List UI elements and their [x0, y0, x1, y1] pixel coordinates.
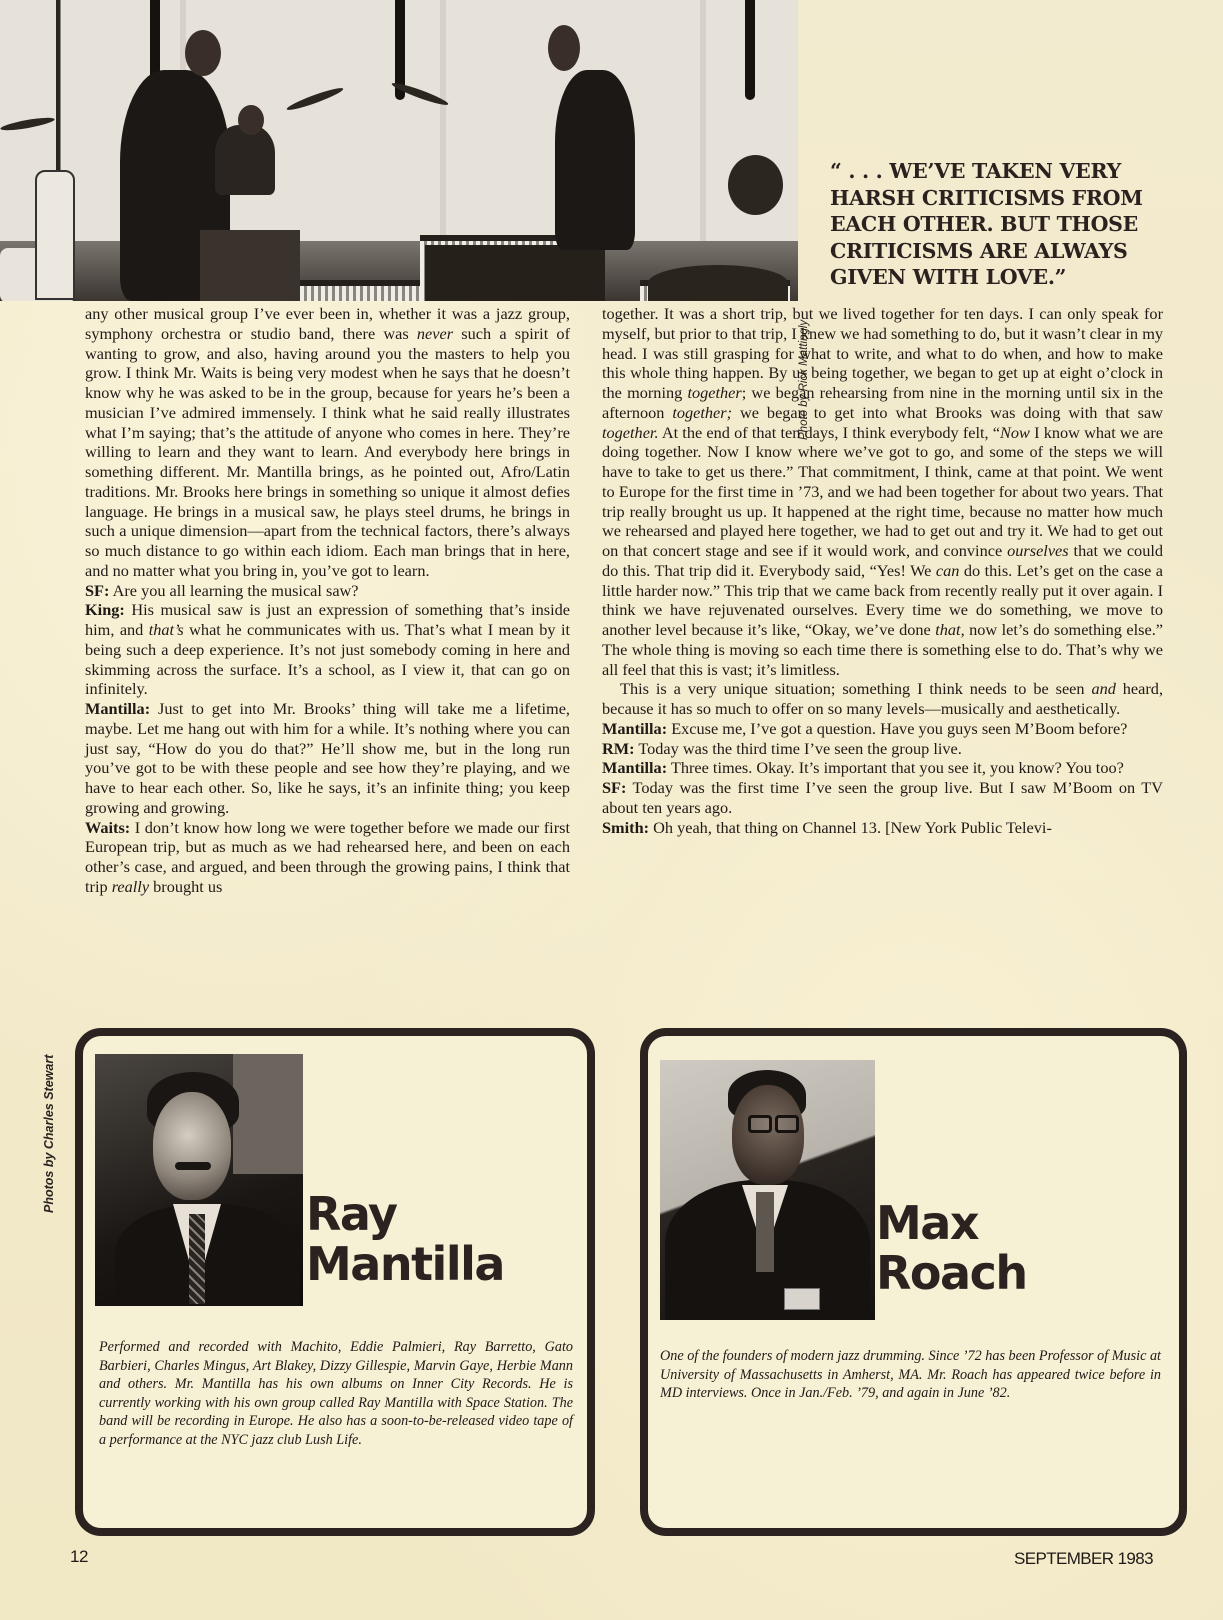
emphasis-text: together — [687, 383, 742, 402]
body-paragraph — [602, 679, 1163, 719]
page-number: 12 — [70, 1547, 88, 1566]
portrait-glasses — [775, 1115, 799, 1133]
text-run: ; we began rehearsing from nine in the morning until six in the afternoon — [602, 383, 1164, 422]
issue-date: SEPTEMBER 1983 — [1014, 1549, 1153, 1568]
gong — [728, 155, 783, 215]
article-column-left — [85, 304, 570, 897]
portrait-face — [732, 1085, 804, 1185]
emphasis-text: ourselves — [1007, 541, 1069, 560]
dialogue-paragraph — [85, 818, 570, 897]
text-run: such a spirit of wanting to grow, and also, having around you the masters to help you grow. I think Mr. Waits is being very modest when he says that he doesn’t know why he was asked to be in the group, because for years he’s been a musician I’ve admired immensely. I think what he said really illustrates what I’m saying; that’s the attitude of anyone who comes in here. They’re willing to learn and they want to learn. And everybody here brings in something different. Mr. Mantilla brings, as he pointed out, Afro/Latin traditions. Mr. Brooks here brings in something so unique it almost defies language. He brings in a musical saw, he plays steel drums, he brings in such a unique dimension—apart from the technical factors, there’s always so much distance to go within each idiom. Each man brings that in here, and no matter what you bring in, you’ve got to learn. — [85, 323, 570, 580]
speaker-label: Waits: — [85, 817, 131, 837]
marimba-frame — [425, 245, 605, 301]
speaker-label: Mantilla: — [602, 718, 668, 738]
dialogue-paragraph — [602, 739, 1163, 759]
bio-name — [876, 1198, 1027, 1298]
text-run: we began to get into what Brooks was doing with that saw — [732, 402, 1164, 422]
dialogue-paragraph — [85, 581, 570, 601]
conga-drum — [35, 170, 75, 300]
text-run: do this. Let’s get on the case a little harder now.” This trip that we came back from recently really put it over again. I think we have rejuvenated ourselves. Every time we do something, we move to another level because it’s like, “Okay, we’ve done — [602, 560, 1164, 639]
performer-head — [238, 105, 264, 135]
bio-text: One of the founders of modern jazz drumming. Since ’72 has been Professor of Music at University of Massachusetts in Amherst, MA. Mr. Roach has appeared twice before in MD interviews. Once in Jan./Feb. ’79, and again in June ’82. — [660, 1348, 1161, 1402]
body-paragraph — [602, 304, 1163, 679]
text-run: brought us — [149, 876, 223, 896]
bio-box-ray-mantilla — [75, 1028, 595, 1536]
portrait-ray-mantilla — [95, 1054, 303, 1306]
vibraphone — [300, 280, 420, 301]
text-run: Excuse me, I’ve got a question. Have you guys seen M’Boom before? — [667, 718, 1128, 738]
emphasis-text: can — [935, 560, 960, 580]
text-run: I don’t know how long we were together before we made our first European trip, but as much as we had rehearsed here, and been on each other’s case, and argued, and been through the growing pains, I think that trip — [85, 817, 570, 896]
emphasis-text: that, — [935, 620, 965, 639]
text-run: Today was the third time I’ve seen the group live. — [634, 738, 962, 758]
dialogue-paragraph — [602, 758, 1163, 778]
bio-name-last: Mantilla — [306, 1237, 504, 1291]
photo-credit: Photo by Rick Mattingly — [798, 319, 810, 440]
speaker-label: King: — [85, 600, 125, 620]
text-run: Three times. Okay. It’s important that you see it, you know? You too? — [667, 758, 1124, 778]
dialogue-paragraph — [602, 818, 1163, 838]
portrait-face — [153, 1092, 231, 1200]
backdrop-pole — [745, 0, 755, 100]
emphasis-text: Now — [1000, 422, 1030, 442]
portrait-glasses — [748, 1115, 772, 1133]
dialogue-paragraph — [85, 699, 570, 818]
text-run: heard, because it has so much to offer on so many levels—musically and aesthetically. — [602, 679, 1164, 718]
bio-name-last: Roach — [876, 1246, 1027, 1300]
emphasis-text: together. — [602, 422, 659, 442]
emphasis-text: together; — [672, 402, 733, 422]
name-badge — [784, 1288, 820, 1310]
text-run: together. It was a short trip, but we lived together for ten days. I can only speak for myself, but prior to that trip, I knew we had something to do, but it wasn’t clear in my head. I was still grasping for what to write, and what to do when, and how to make this whole thing happen. By us being together, we began to get up at eight o’clock in the morning — [602, 304, 1163, 402]
text-run: any other musical group I’ve ever been in, whether it was a jazz group, symphony orchestra or studio band, there was — [85, 304, 570, 343]
text-run: I know what we are doing together. Now I know where we’ve got to go, and some of the steps we will have to take to get us there.” That commitment, I think, came at that point. We went to Europe for the first time in ’73, and we had been together for about two years. That trip really brought us up. It happened at the right time, because no matter how much we rehearsed and played here together, we had to get out and try it. We had to get out on that concert stage and see if it would work, and convince — [602, 422, 1163, 560]
text-run: Just to get into Mr. Brooks’ thing will take me a lifetime, maybe. Let me hang out with him for a while. It’s nothing where you can just say, “How do you do that?” He’ll show me, but in the long run you’ve got to be with these people and see how they’re playing, and we have to hear each other. So, like he says, it’s an infinite thing; you keep growing and growing. — [85, 699, 570, 817]
bio-name-first: Max — [876, 1196, 978, 1250]
dialogue-paragraph — [602, 778, 1163, 818]
portrait-tie — [189, 1214, 205, 1304]
performer-head — [185, 30, 221, 76]
speaker-label: Mantilla: — [602, 758, 668, 778]
bio-box-max-roach — [640, 1028, 1187, 1536]
portrait-max-roach — [660, 1060, 875, 1320]
text-run: At the end of that ten days, I think everybody felt, “ — [658, 422, 1001, 442]
pull-quote: “ . . . WE’VE TAKEN VERY HARSH CRITICISMS FROM EACH OTHER. BUT THOSE CRITICISMS ARE ALWAYS GIVEN WITH LOVE.” — [830, 159, 1143, 289]
speaker-label: Smith: — [602, 817, 650, 837]
text-run: This is a very unique situation; something I think needs to be seen — [620, 679, 1092, 699]
emphasis-text: and — [1091, 679, 1116, 699]
bio-name — [306, 1189, 504, 1289]
photo-credit: Photos by Charles Stewart — [42, 1054, 56, 1213]
bio-name-first: Ray — [306, 1187, 397, 1241]
performer-right — [555, 70, 635, 250]
text-run: now let’s do something else.” The whole thing is moving so each time there is something else to do. That’s why we all feel that this is vast; it’s limitless. — [602, 620, 1163, 679]
top-photo — [0, 0, 798, 301]
performer-seated — [215, 125, 275, 195]
speaker-label: Mantilla: — [85, 699, 151, 718]
drum — [648, 265, 788, 301]
text-run: His musical saw is just an expression of something that’s inside him, and — [85, 600, 570, 639]
portrait-mustache — [175, 1162, 211, 1170]
text-run: that we could do this. That trip did it. Everybody said, “Yes! We — [602, 541, 1163, 580]
emphasis-text: really — [111, 876, 150, 896]
text-run: Are you all learning the musical saw? — [109, 580, 359, 600]
text-run: Today was the first time I’ve seen the group live. But I saw M’Boom on TV about ten years ago. — [602, 778, 1163, 817]
text-run: Oh yeah, that thing on Channel 13. [New York Public Televi- — [649, 817, 1052, 837]
portrait-tie — [756, 1192, 774, 1272]
performer-head — [548, 25, 580, 71]
dialogue-paragraph — [602, 719, 1163, 739]
speaker-label: RM: — [602, 738, 635, 758]
text-run: what he communicates with us. That’s what I mean by it being such a deep experience. It’s not just somebody coming in here and skimming across the surface. It’s a school, as I view it, that can go on infinitely. — [85, 620, 570, 699]
speaker-label: SF: — [602, 778, 627, 797]
vibraphone-case — [200, 230, 300, 301]
speaker-label: SF: — [85, 580, 110, 600]
emphasis-text: never — [416, 323, 454, 343]
dialogue-paragraph — [85, 600, 570, 699]
bio-text: Performed and recorded with Machito, Eddie Palmieri, Ray Barretto, Gato Barbieri, Charles Mingus, Art Blakey, Dizzy Gillespie, Marvin Gaye, Herbie Mann and others. Mr. Mantilla has his own albums on Inner City Records. He is currently working with his own group called Ray Mantilla with Space Station. The band will be recording in Europe. He also has a soon-to-be-released video tape of a performance at the NYC jazz club Lush Life. — [99, 1339, 573, 1448]
body-paragraph — [85, 304, 570, 581]
article-column-right — [602, 304, 1163, 837]
emphasis-text: that’s — [148, 620, 184, 639]
